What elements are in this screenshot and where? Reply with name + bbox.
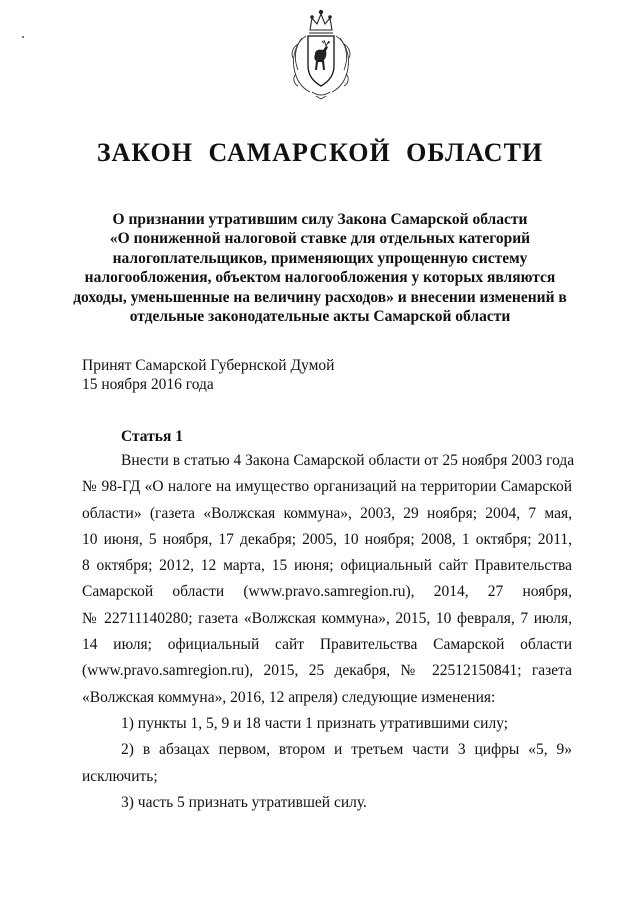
list-item: 3) часть 5 признать утратившей силу.	[121, 793, 367, 811]
scan-speck	[22, 36, 24, 38]
subject-line: налогообложения, объектом налогообложения у которых являются	[84, 269, 556, 287]
subject-line: доходы, уменьшенные на величину расходов» и внесении изменений в	[73, 288, 567, 306]
body-line: (www.pravo.samregion.ru), 2015, 25 декабря, № 22512150841; газета	[82, 662, 572, 680]
list-item-continuation: исключить;	[82, 767, 158, 785]
adoption-info	[82, 356, 334, 394]
body-line: «Волжская коммуна», 2016, 12 апреля) следующие изменения:	[82, 688, 496, 706]
body-line: № 22711140280; газета «Волжская коммуна», 2015, 10 февраля, 7 июля,	[82, 609, 572, 627]
list-item: 1) пункты 1, 5, 9 и 18 части 1 признать утратившими силу;	[121, 714, 509, 732]
body-line: 14 июля; официальный сайт Правительства Самарской области	[82, 636, 572, 654]
body-line: 10 июня, 5 ноября, 17 декабря; 2005, 10 ноября; 2008, 1 октября; 2011,	[82, 530, 572, 548]
article-heading: Статья 1	[121, 428, 183, 445]
adopted-date: 15 ноября 2016 года	[82, 376, 214, 393]
body-line: Самарской области (www.pravo.samregion.ru), 2014, 27 ноября,	[82, 583, 572, 601]
subject-line: налогоплательщиков, применяющих упрощенную систему	[112, 249, 528, 267]
subject-line: «О пониженной налоговой ставке для отдельных категорий	[109, 230, 531, 248]
body-line: 8 октября; 2012, 12 марта, 15 июня; официальный сайт Правительства	[82, 557, 572, 575]
article-body	[82, 448, 575, 816]
coat-of-arms-emblem	[288, 8, 354, 100]
subject-line: О признании утратившим силу Закона Самарской области	[112, 211, 528, 228]
body-line: Внести в статью 4 Закона Самарской области от 25 ноября 2003 года	[121, 452, 575, 469]
crown-icon	[309, 10, 333, 33]
law-subject	[70, 210, 570, 326]
body-line: № 98-ГД «О налоге на имущество организаций на территории Самарской	[82, 478, 572, 496]
list-item: 2) в абзацах первом, втором и третьем части 3 цифры «5, 9»	[121, 741, 572, 759]
adopted-by: Принят Самарской Губернской Думой	[82, 357, 335, 374]
subject-line: отдельные законодательные акты Самарской области	[129, 308, 511, 326]
law-title: ЗАКОН САМАРСКОЙ ОБЛАСТИ	[96, 138, 544, 167]
body-line: области» (газета «Волжская коммуна», 2003, 29 ноября; 2004, 7 мая,	[82, 504, 572, 522]
